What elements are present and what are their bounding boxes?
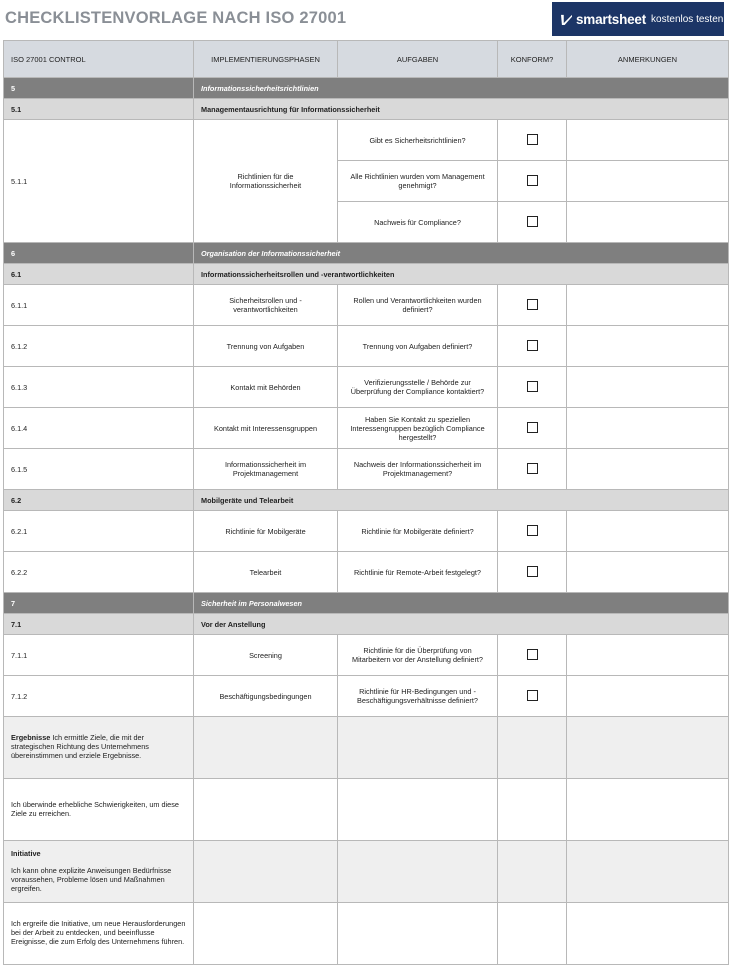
table-row xyxy=(4,449,729,490)
notes-cell[interactable] xyxy=(567,161,729,202)
evaluation-row xyxy=(4,903,729,965)
table-row xyxy=(4,285,729,326)
col-header-phases: IMPLEMENTIERUNGSPHASEN xyxy=(194,41,338,78)
task-cell: Trennung von Aufgaben definiert? xyxy=(338,326,498,367)
evaluation-cell[interactable] xyxy=(567,717,729,779)
compliant-cell xyxy=(498,449,567,490)
subsection-number: 5.1 xyxy=(4,99,194,120)
table-row xyxy=(4,367,729,408)
compliant-cell xyxy=(498,326,567,367)
difficulties-text: Ich überwinde erhebliche Schwierigkeiten, um diese Ziele zu erreichen. xyxy=(4,779,194,841)
task-cell: Rollen und Verantwortlichkeiten wurden definiert? xyxy=(338,285,498,326)
section-name: Informationssicherheitsrichtlinien xyxy=(194,78,729,99)
phase-cell: Kontakt mit Behörden xyxy=(194,367,338,408)
notes-cell[interactable] xyxy=(567,202,729,243)
compliant-cell xyxy=(498,552,567,593)
subsection-name: Informationssicherheitsrollen und -verantwortlichkeiten xyxy=(194,264,729,285)
notes-cell[interactable] xyxy=(567,449,729,490)
compliance-checkbox[interactable] xyxy=(527,649,538,660)
notes-cell[interactable] xyxy=(567,408,729,449)
compliant-cell xyxy=(498,511,567,552)
notes-cell[interactable] xyxy=(567,511,729,552)
subsection-row xyxy=(4,490,729,511)
free-trial-link[interactable]: kostenlos testen xyxy=(651,13,724,25)
section-row xyxy=(4,593,729,614)
evaluation-cell[interactable] xyxy=(338,779,498,841)
evaluation-text-cell xyxy=(4,717,194,779)
compliance-checkbox[interactable] xyxy=(527,175,538,186)
compliant-cell xyxy=(498,635,567,676)
evaluation-text-cell xyxy=(4,841,194,903)
col-header-tasks: AUFGABEN xyxy=(338,41,498,78)
subsection-name: Vor der Anstellung xyxy=(194,614,729,635)
control-cell: 7.1.2 xyxy=(4,676,194,717)
phase-cell: Trennung von Aufgaben xyxy=(194,326,338,367)
phase-cell: Screening xyxy=(194,635,338,676)
control-cell: 6.1.5 xyxy=(4,449,194,490)
compliant-cell xyxy=(498,367,567,408)
task-cell: Richtlinie für die Überprüfung von Mitarbeitern vor der Anstellung definiert? xyxy=(338,635,498,676)
section-name: Sicherheit im Personalwesen xyxy=(194,593,729,614)
evaluation-cell[interactable] xyxy=(498,841,567,903)
subsection-name: Mobilgeräte und Telearbeit xyxy=(194,490,729,511)
section-row xyxy=(4,78,729,99)
subsection-number: 7.1 xyxy=(4,614,194,635)
compliance-checkbox[interactable] xyxy=(527,216,538,227)
control-cell: 6.2.2 xyxy=(4,552,194,593)
control-cell: 6.1.2 xyxy=(4,326,194,367)
control-cell: 6.1.4 xyxy=(4,408,194,449)
section-number: 7 xyxy=(4,593,194,614)
compliance-checkbox[interactable] xyxy=(527,340,538,351)
task-cell: Alle Richtlinien wurden vom Management genehmigt? xyxy=(338,161,498,202)
notes-cell[interactable] xyxy=(567,326,729,367)
compliant-cell xyxy=(498,202,567,243)
table-row xyxy=(4,120,729,161)
phase-cell: Richtlinie für Mobilgeräte xyxy=(194,511,338,552)
notes-cell[interactable] xyxy=(567,285,729,326)
col-header-compliant: KONFORM? xyxy=(498,41,567,78)
compliant-cell xyxy=(498,408,567,449)
control-cell: 6.1.3 xyxy=(4,367,194,408)
notes-cell[interactable] xyxy=(567,676,729,717)
task-cell: Haben Sie Kontakt zu speziellen Interessengruppen bezüglich Compliance hergestellt? xyxy=(338,408,498,449)
task-cell: Nachweis für Compliance? xyxy=(338,202,498,243)
subsection-row xyxy=(4,99,729,120)
col-header-notes: ANMERKUNGEN xyxy=(567,41,729,78)
section-name: Organisation der Informationssicherheit xyxy=(194,243,729,264)
page-title: CHECKLISTENVORLAGE NACH ISO 27001 xyxy=(5,9,347,27)
phase-cell: Richtlinien für die Informationssicherheit xyxy=(194,120,338,243)
task-cell: Richtlinie für Mobilgeräte definiert? xyxy=(338,511,498,552)
header-row xyxy=(4,41,729,78)
phase-cell: Sicherheitsrollen und -verantwortlichkeiten xyxy=(194,285,338,326)
notes-cell[interactable] xyxy=(567,120,729,161)
table-row xyxy=(4,326,729,367)
col-header-control: ISO 27001 CONTROL xyxy=(4,41,194,78)
compliance-checkbox[interactable] xyxy=(527,463,538,474)
control-cell: 6.2.1 xyxy=(4,511,194,552)
table-row xyxy=(4,552,729,593)
subsection-number: 6.2 xyxy=(4,490,194,511)
compliance-checkbox[interactable] xyxy=(527,690,538,701)
subsection-row xyxy=(4,614,729,635)
task-cell: Gibt es Sicherheitsrichtlinien? xyxy=(338,120,498,161)
evaluation-cell[interactable] xyxy=(338,903,498,965)
compliance-checkbox[interactable] xyxy=(527,299,538,310)
compliant-cell xyxy=(498,120,567,161)
compliance-checkbox[interactable] xyxy=(527,381,538,392)
task-cell: Nachweis der Informationssicherheit im Projektmanagement? xyxy=(338,449,498,490)
phase-cell: Kontakt mit Interessensgruppen xyxy=(194,408,338,449)
phase-cell: Beschäftigungsbedingungen xyxy=(194,676,338,717)
compliance-checkbox[interactable] xyxy=(527,566,538,577)
compliant-cell xyxy=(498,676,567,717)
evaluation-cell[interactable] xyxy=(498,717,567,779)
evaluation-cell[interactable] xyxy=(194,841,338,903)
evaluation-row xyxy=(4,717,729,779)
evaluation-cell[interactable] xyxy=(498,903,567,965)
notes-cell[interactable] xyxy=(567,367,729,408)
notes-cell[interactable] xyxy=(567,552,729,593)
evaluation-cell[interactable] xyxy=(567,903,729,965)
initiative-text-2: Ich ergreife die Initiative, um neue Herausforderungen bei der Arbeit zu entdecken, und beeinflusse Ereignisse, die zum Erfolg des Unternehmens führen. xyxy=(4,903,194,965)
compliance-checkbox[interactable] xyxy=(527,134,538,145)
brand-name: smartsheet xyxy=(576,11,647,27)
task-cell: Richtlinie für HR-Bedingungen und -Beschäftigungsverhältnisse definiert? xyxy=(338,676,498,717)
notes-cell[interactable] xyxy=(567,635,729,676)
subsection-number: 6.1 xyxy=(4,264,194,285)
task-cell: Verifizierungsstelle / Behörde zur Überprüfung der Compliance kontaktiert? xyxy=(338,367,498,408)
control-cell: 5.1.1 xyxy=(4,120,194,243)
evaluation-cell[interactable] xyxy=(194,717,338,779)
evaluation-cell[interactable] xyxy=(194,903,338,965)
evaluation-cell[interactable] xyxy=(194,779,338,841)
results-label: Ergebnisse xyxy=(11,733,51,743)
evaluation-cell[interactable] xyxy=(338,717,498,779)
subsection-name: Managementausrichtung für Informationssicherheit xyxy=(194,99,729,120)
checkmark-logo-icon xyxy=(561,14,572,25)
compliant-cell xyxy=(498,161,567,202)
section-row xyxy=(4,243,729,264)
phase-cell: Informationssicherheit im Projektmanagement xyxy=(194,449,338,490)
evaluation-cell[interactable] xyxy=(338,841,498,903)
checklist-table xyxy=(3,40,729,965)
task-cell: Richtlinie für Remote-Arbeit festgelegt? xyxy=(338,552,498,593)
phase-cell: Telearbeit xyxy=(194,552,338,593)
evaluation-row xyxy=(4,841,729,903)
initiative-text: Ich kann ohne explizite Anweisungen Bedürfnisse voraussehen, Probleme lösen und Maßnahmen ergreifen. xyxy=(11,866,172,893)
compliance-checkbox[interactable] xyxy=(527,525,538,536)
results-text: Ich ermittle Ziele, die mit der strategischen Richtung des Unternehmens übereinstimmen und erziele Ergebnisse. xyxy=(11,733,149,760)
table-row xyxy=(4,408,729,449)
table-row xyxy=(4,676,729,717)
compliant-cell xyxy=(498,285,567,326)
control-cell: 7.1.1 xyxy=(4,635,194,676)
evaluation-cell[interactable] xyxy=(567,779,729,841)
smartsheet-banner[interactable] xyxy=(552,2,724,36)
table-row xyxy=(4,635,729,676)
table-row xyxy=(4,511,729,552)
evaluation-cell[interactable] xyxy=(567,841,729,903)
evaluation-row xyxy=(4,779,729,841)
control-cell: 6.1.1 xyxy=(4,285,194,326)
compliance-checkbox[interactable] xyxy=(527,422,538,433)
section-number: 6 xyxy=(4,243,194,264)
section-number: 5 xyxy=(4,78,194,99)
initiative-label: Initiative xyxy=(11,848,41,858)
evaluation-cell[interactable] xyxy=(498,779,567,841)
subsection-row xyxy=(4,264,729,285)
